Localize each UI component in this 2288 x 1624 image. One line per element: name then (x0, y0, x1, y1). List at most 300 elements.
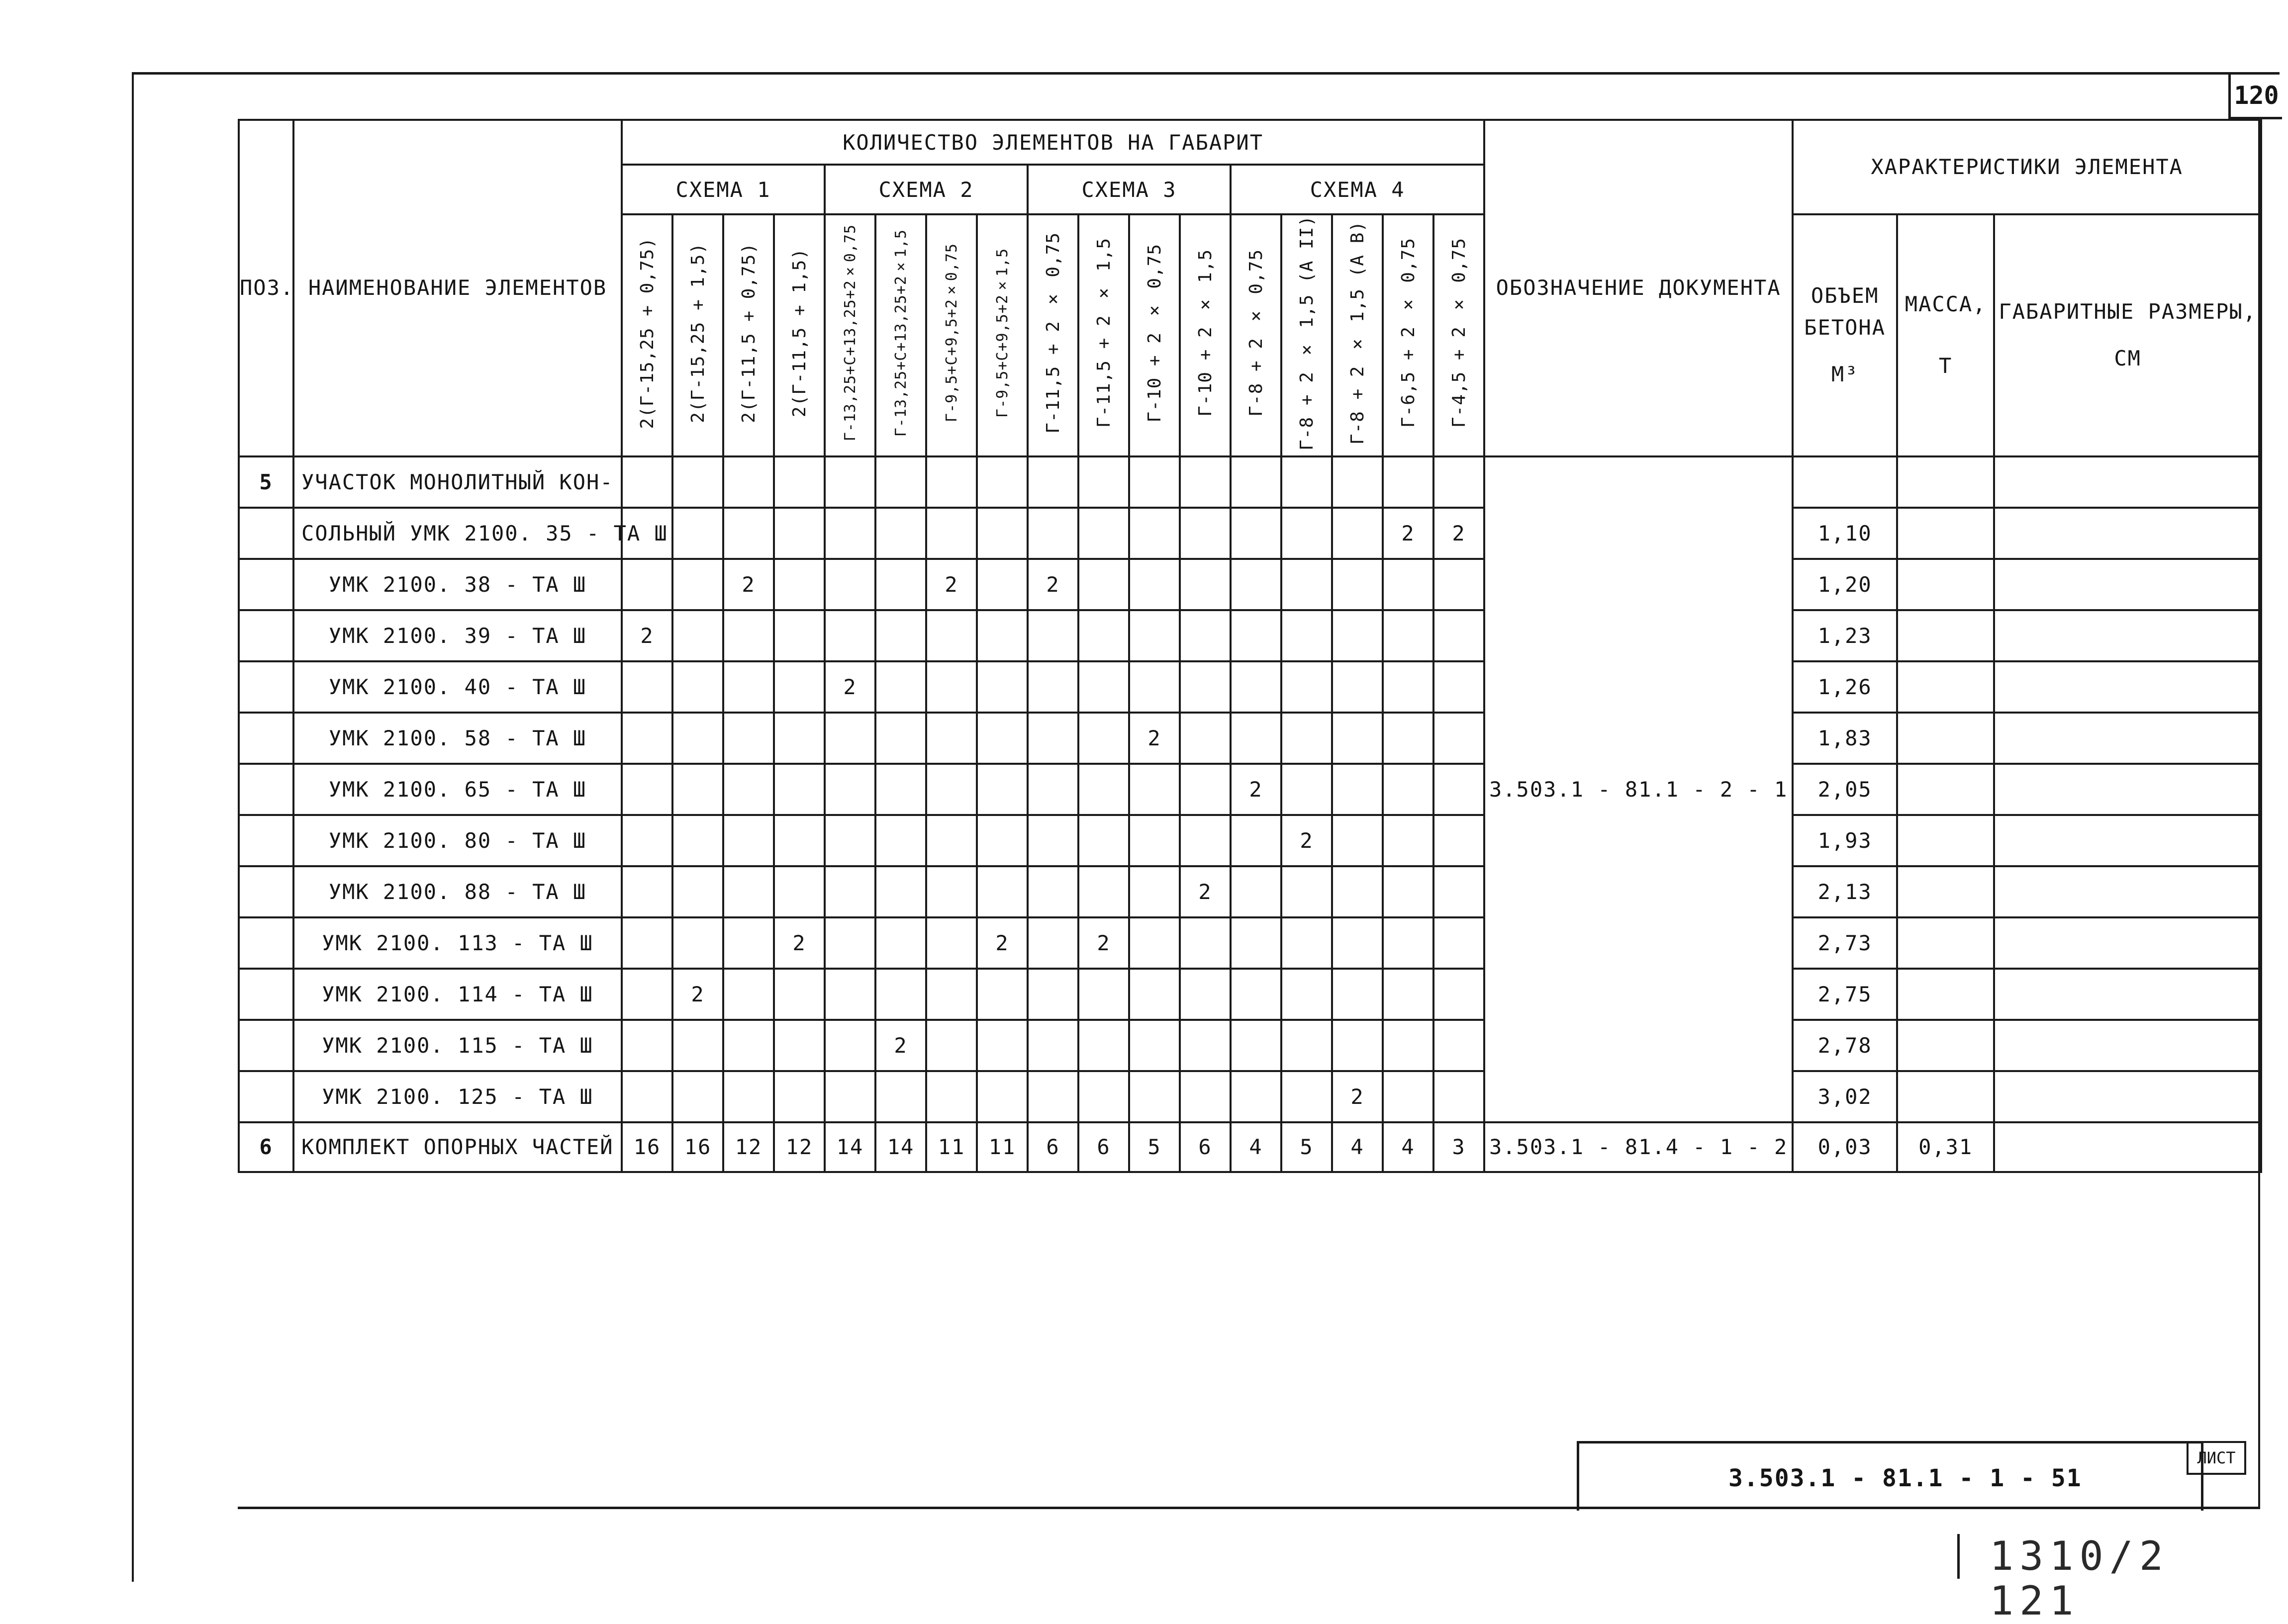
quantity-cell (875, 866, 926, 917)
quantity-cell (825, 456, 875, 508)
element-name: КОМПЛЕКТ ОПОРНЫХ ЧАСТЕЙ (293, 1122, 622, 1172)
dims-cell (1994, 1122, 2261, 1172)
quantity-cell (1433, 610, 1484, 661)
gabarit-header (622, 214, 672, 456)
table-row (239, 610, 2261, 661)
quantity-cell: 2 (825, 661, 875, 713)
quantity-cell (622, 1020, 672, 1071)
pos-cell (239, 1071, 293, 1122)
pos-cell (239, 508, 293, 559)
quantity-cell (1433, 713, 1484, 764)
quantity-cell (1180, 559, 1231, 610)
gabarit-label: Г-4,5 + 2 × 0,75 (1448, 238, 1469, 428)
gabarit-header (1180, 214, 1231, 456)
header-scheme-1: СХЕМА 1 (622, 165, 825, 214)
dims-label: ГАБАРИТНЫЕ РАЗМЕРЫ, (1999, 299, 2257, 324)
header-quantity: КОЛИЧЕСТВО ЭЛЕМЕНТОВ НА ГАБАРИТ (622, 120, 1484, 165)
quantity-cell (723, 456, 774, 508)
gabarit-header (1433, 214, 1484, 456)
mass-cell (1897, 1020, 1994, 1071)
quantity-cell (622, 456, 672, 508)
quantity-cell (1281, 456, 1332, 508)
quantity-cell (1078, 713, 1129, 764)
quantity-cell (774, 815, 825, 866)
quantity-cell: 4 (1332, 1122, 1383, 1172)
quantity-cell (1180, 1020, 1231, 1071)
gabarit-header (825, 214, 875, 456)
quantity-cell (1383, 1071, 1433, 1122)
quantity-cell (774, 1020, 825, 1071)
table-row (239, 713, 2261, 764)
gabarit-label: Г-8 + 2 × 1,5 (А В) (1347, 221, 1368, 445)
quantity-cell: 2 (875, 1020, 926, 1071)
quantity-cell: 11 (977, 1122, 1028, 1172)
volume-cell: 2,73 (1793, 917, 1897, 969)
quantity-cell (1433, 1071, 1484, 1122)
quantity-cell (1231, 917, 1281, 969)
quantity-cell (1129, 661, 1180, 713)
quantity-cell (672, 1020, 723, 1071)
element-name: УМК 2100. 114 - ТА Ш (293, 969, 622, 1020)
quantity-cell (1078, 456, 1129, 508)
quantity-cell (1281, 559, 1332, 610)
quantity-cell (1231, 559, 1281, 610)
frame-left-line (132, 72, 134, 1582)
mass-cell (1897, 1071, 1994, 1122)
quantity-cell (1028, 866, 1078, 917)
quantity-cell: 2 (622, 610, 672, 661)
title-block (1577, 1441, 2203, 1511)
dims-cell (1994, 559, 2261, 610)
quantity-cell (622, 917, 672, 969)
quantity-cell (622, 661, 672, 713)
quantity-cell (723, 764, 774, 815)
header-scheme-4: СХЕМА 4 (1231, 165, 1484, 214)
quantity-cell: 2 (1332, 1071, 1383, 1122)
element-name: УЧАСТОК МОНОЛИТНЫЙ КОН- (293, 456, 622, 508)
dims-cell (1994, 815, 2261, 866)
quantity-cell (1433, 917, 1484, 969)
quantity-cell (1383, 969, 1433, 1020)
mass-cell (1897, 456, 1994, 508)
header-dims (1994, 214, 2261, 456)
mass-cell (1897, 661, 1994, 713)
quantity-cell (1383, 661, 1433, 713)
quantity-cell (875, 713, 926, 764)
volume-cell: 0,03 (1793, 1122, 1897, 1172)
quantity-cell (977, 610, 1028, 661)
quantity-cell (723, 1020, 774, 1071)
quantity-cell (1281, 764, 1332, 815)
gabarit-label: 2(Г-15,25 + 0,75) (637, 237, 658, 429)
quantity-cell (672, 661, 723, 713)
volume-cell: 2,75 (1793, 969, 1897, 1020)
dims-cell (1994, 1020, 2261, 1071)
volume-label: ОБЪЕМ БЕТОНА (1804, 283, 1886, 340)
quantity-cell (825, 764, 875, 815)
volume-cell: 2,78 (1793, 1020, 1897, 1071)
element-name: УМК 2100. 115 - ТА Ш (293, 1020, 622, 1071)
quantity-cell: 6 (1078, 1122, 1129, 1172)
quantity-cell (875, 661, 926, 713)
quantity-cell (1129, 969, 1180, 1020)
dims-cell (1994, 917, 2261, 969)
quantity-cell: 2 (1180, 866, 1231, 917)
quantity-cell: 16 (622, 1122, 672, 1172)
quantity-cell (622, 866, 672, 917)
gabarit-label: Г-8 + 2 × 0,75 (1245, 249, 1266, 417)
quantity-cell (1028, 764, 1078, 815)
quantity-cell (977, 1071, 1028, 1122)
header-doc: ОБОЗНАЧЕНИЕ ДОКУМЕНТА (1484, 120, 1793, 456)
quantity-cell (1180, 764, 1231, 815)
quantity-cell (723, 610, 774, 661)
pos-cell (239, 764, 293, 815)
quantity-cell (1332, 815, 1383, 866)
quantity-cell (977, 456, 1028, 508)
quantity-cell (622, 815, 672, 866)
quantity-cell (977, 661, 1028, 713)
gabarit-label: 2(Г-11,5 + 1,5) (789, 248, 810, 418)
quantity-cell (1433, 764, 1484, 815)
quantity-cell: 2 (1433, 508, 1484, 559)
quantity-cell (622, 764, 672, 815)
quantity-cell (1078, 764, 1129, 815)
document-designation: 3.503.1 - 81.1 - 2 - 1 (1484, 456, 1793, 1122)
quantity-cell (977, 764, 1028, 815)
quantity-cell (1129, 764, 1180, 815)
quantity-cell (926, 713, 977, 764)
quantity-cell: 16 (672, 1122, 723, 1172)
mass-cell: 0,31 (1897, 1122, 1994, 1172)
quantity-cell (1028, 508, 1078, 559)
gabarit-label: Г-11,5 + 2 × 0,75 (1043, 232, 1063, 434)
dims-cell (1994, 713, 2261, 764)
quantity-cell (825, 713, 875, 764)
gabarit-label: Г-13,25+С+13,25+2×0,75 (841, 224, 859, 442)
quantity-cell (1332, 1020, 1383, 1071)
quantity-cell: 5 (1129, 1122, 1180, 1172)
quantity-cell (1281, 508, 1332, 559)
quantity-cell (1281, 866, 1332, 917)
frame-top-line (132, 72, 2280, 75)
quantity-cell (672, 866, 723, 917)
quantity-cell (723, 713, 774, 764)
quantity-cell: 6 (1028, 1122, 1078, 1172)
dims-cell (1994, 866, 2261, 917)
table-row (239, 866, 2261, 917)
quantity-cell (1383, 713, 1433, 764)
quantity-cell (723, 917, 774, 969)
gabarit-header (723, 214, 774, 456)
dims-cell (1994, 610, 2261, 661)
quantity-cell (926, 1020, 977, 1071)
mass-cell (1897, 610, 1994, 661)
quantity-cell (774, 866, 825, 917)
quantity-cell: 4 (1383, 1122, 1433, 1172)
quantity-cell (1028, 815, 1078, 866)
quantity-cell (1180, 661, 1231, 713)
pos-cell (239, 661, 293, 713)
dims-cell (1994, 508, 2261, 559)
quantity-cell (1231, 713, 1281, 764)
quantity-cell (1231, 1071, 1281, 1122)
quantity-cell (1332, 969, 1383, 1020)
quantity-cell (1180, 1071, 1231, 1122)
quantity-cell (1433, 661, 1484, 713)
quantity-cell (723, 508, 774, 559)
quantity-cell (1281, 1020, 1332, 1071)
quantity-cell (1281, 969, 1332, 1020)
table-row (239, 456, 2261, 508)
quantity-cell (774, 1071, 825, 1122)
quantity-cell: 2 (1281, 815, 1332, 866)
quantity-cell (1129, 610, 1180, 661)
quantity-cell (1383, 764, 1433, 815)
quantity-cell (723, 661, 774, 713)
gabarit-header (774, 214, 825, 456)
quantity-cell (926, 917, 977, 969)
quantity-cell (1332, 917, 1383, 969)
mass-cell (1897, 508, 1994, 559)
dims-cell (1994, 1071, 2261, 1122)
quantity-cell (774, 969, 825, 1020)
gabarit-header (875, 214, 926, 456)
quantity-cell (1028, 1071, 1078, 1122)
quantity-cell (1129, 508, 1180, 559)
quantity-cell (672, 764, 723, 815)
quantity-cell (1078, 1020, 1129, 1071)
table-row (239, 508, 2261, 559)
dims-unit: СМ (2114, 346, 2141, 371)
mass-cell (1897, 713, 1994, 764)
quantity-cell (926, 1071, 977, 1122)
quantity-cell (1231, 1020, 1281, 1071)
quantity-cell (1433, 559, 1484, 610)
table-row (239, 661, 2261, 713)
mass-cell (1897, 559, 1994, 610)
quantity-cell (1180, 917, 1231, 969)
quantity-cell (1180, 610, 1231, 661)
quantity-cell (875, 559, 926, 610)
quantity-cell: 2 (1078, 917, 1129, 969)
pos-cell (239, 713, 293, 764)
quantity-cell (1231, 815, 1281, 866)
quantity-cell (774, 610, 825, 661)
table-row (239, 1020, 2261, 1071)
quantity-cell (825, 508, 875, 559)
mass-label: МАССА, (1905, 292, 1987, 317)
quantity-cell (1332, 764, 1383, 815)
quantity-cell (1180, 815, 1231, 866)
quantity-cell (1332, 866, 1383, 917)
quantity-cell (1332, 610, 1383, 661)
gabarit-label: Г-8 + 2 × 1,5 (А II) (1296, 215, 1317, 451)
mass-cell (1897, 815, 1994, 866)
element-name: УМК 2100. 113 - ТА Ш (293, 917, 622, 969)
volume-cell: 1,83 (1793, 713, 1897, 764)
gabarit-header (1383, 214, 1433, 456)
quantity-cell (774, 764, 825, 815)
header-pos: ПОЗ. (239, 120, 293, 456)
pos-cell (239, 917, 293, 969)
quantity-cell (977, 559, 1028, 610)
quantity-cell (622, 559, 672, 610)
quantity-cell (1078, 1071, 1129, 1122)
document-code: 3.503.1 - 81.1 - 1 - 51 (1728, 1464, 2082, 1492)
element-name: УМК 2100. 65 - ТА Ш (293, 764, 622, 815)
volume-cell: 1,23 (1793, 610, 1897, 661)
gabarit-label: Г-9,5+С+9,5+2×0,75 (943, 243, 960, 423)
quantity-cell (622, 713, 672, 764)
quantity-cell (875, 917, 926, 969)
table-row (239, 969, 2261, 1020)
quantity-cell (1231, 456, 1281, 508)
pos-cell (239, 969, 293, 1020)
quantity-cell (672, 917, 723, 969)
quantity-cell (774, 713, 825, 764)
dims-cell (1994, 661, 2261, 713)
mass-unit: Т (1938, 354, 1953, 378)
quantity-cell (1129, 559, 1180, 610)
quantity-cell (774, 508, 825, 559)
quantity-cell (672, 815, 723, 866)
table-row (239, 1071, 2261, 1122)
document-designation: 3.503.1 - 81.4 - 1 - 2 (1484, 1122, 1793, 1172)
quantity-cell (1383, 456, 1433, 508)
element-name: СОЛЬНЫЙ УМК 2100. 35 - ТА Ш (293, 508, 622, 559)
quantity-cell (977, 1020, 1028, 1071)
quantity-cell (1433, 866, 1484, 917)
gabarit-header (672, 214, 723, 456)
quantity-cell (1281, 610, 1332, 661)
element-name: УМК 2100. 40 - ТА Ш (293, 661, 622, 713)
gabarit-header (926, 214, 977, 456)
quantity-cell (1028, 713, 1078, 764)
element-name: УМК 2100. 39 - ТА Ш (293, 610, 622, 661)
header-volume (1793, 214, 1897, 456)
quantity-cell (875, 456, 926, 508)
table-row (239, 815, 2261, 866)
quantity-cell (1129, 815, 1180, 866)
quantity-cell (1028, 456, 1078, 508)
pos-cell (239, 866, 293, 917)
mass-cell (1897, 764, 1994, 815)
pos-cell: 5 (239, 456, 293, 508)
quantity-cell: 5 (1281, 1122, 1332, 1172)
quantity-cell (1129, 917, 1180, 969)
gabarit-header (1231, 214, 1281, 456)
quantity-cell (723, 815, 774, 866)
quantity-cell (1332, 661, 1383, 713)
volume-cell: 1,10 (1793, 508, 1897, 559)
volume-unit: М³ (1831, 362, 1859, 387)
quantity-cell (622, 1071, 672, 1122)
header-characteristics: ХАРАКТЕРИСТИКИ ЭЛЕМЕНТА (1793, 120, 2261, 214)
quantity-cell (926, 456, 977, 508)
quantity-cell (1332, 713, 1383, 764)
quantity-cell: 14 (875, 1122, 926, 1172)
quantity-cell (723, 969, 774, 1020)
gabarit-header (977, 214, 1028, 456)
quantity-cell (1231, 661, 1281, 713)
quantity-cell (977, 815, 1028, 866)
table-row (239, 559, 2261, 610)
dims-cell (1994, 969, 2261, 1020)
quantity-cell (1332, 508, 1383, 559)
quantity-cell (1383, 815, 1433, 866)
quantity-cell (672, 1071, 723, 1122)
header-name: НАИМЕНОВАНИЕ ЭЛЕМЕНТОВ (293, 120, 622, 456)
quantity-cell (1433, 1020, 1484, 1071)
element-name: УМК 2100. 88 - ТА Ш (293, 866, 622, 917)
quantity-cell (1129, 1071, 1180, 1122)
gabarit-header (1028, 214, 1078, 456)
quantity-cell (672, 610, 723, 661)
volume-cell: 1,93 (1793, 815, 1897, 866)
archive-number: 1310/2 121 (1957, 1534, 2288, 1579)
quantity-cell (825, 969, 875, 1020)
quantity-cell (875, 610, 926, 661)
quantity-cell (723, 866, 774, 917)
quantity-cell: 2 (1028, 559, 1078, 610)
gabarit-label: 2(Г-15,25 + 1,5) (687, 243, 708, 423)
gabarit-header (1332, 214, 1383, 456)
dims-cell (1994, 764, 2261, 815)
quantity-cell (875, 764, 926, 815)
quantity-cell (1281, 917, 1332, 969)
gabarit-header (1281, 214, 1332, 456)
element-name: УМК 2100. 80 - ТА Ш (293, 815, 622, 866)
gabarit-label: Г-9,5+С+9,5+2×1,5 (993, 248, 1011, 418)
quantity-cell (774, 661, 825, 713)
quantity-cell: 2 (1383, 508, 1433, 559)
gabarit-label: Г-10 + 2 × 0,75 (1144, 243, 1165, 423)
header-mass (1897, 214, 1994, 456)
pos-cell (239, 610, 293, 661)
quantity-cell: 2 (1231, 764, 1281, 815)
mass-cell (1897, 866, 1994, 917)
pos-cell (239, 1020, 293, 1071)
quantity-cell (1231, 866, 1281, 917)
pos-cell: 6 (239, 1122, 293, 1172)
quantity-cell (926, 661, 977, 713)
header-scheme-2: СХЕМА 2 (825, 165, 1028, 214)
quantity-cell (926, 764, 977, 815)
quantity-cell (977, 866, 1028, 917)
quantity-cell (825, 866, 875, 917)
quantity-cell (926, 610, 977, 661)
quantity-cell (926, 815, 977, 866)
quantity-cell: 12 (774, 1122, 825, 1172)
quantity-cell: 4 (1231, 1122, 1281, 1172)
quantity-cell (875, 969, 926, 1020)
quantity-cell (1383, 1020, 1433, 1071)
quantity-cell (1332, 456, 1383, 508)
element-name: УМК 2100. 38 - ТА Ш (293, 559, 622, 610)
quantity-cell (926, 866, 977, 917)
table-row (239, 1122, 2261, 1172)
quantity-cell (1231, 969, 1281, 1020)
quantity-cell (1281, 661, 1332, 713)
quantity-cell (1180, 508, 1231, 559)
pos-cell (239, 559, 293, 610)
quantity-cell (825, 610, 875, 661)
quantity-cell (1281, 1071, 1332, 1122)
quantity-cell: 2 (977, 917, 1028, 969)
pos-cell (239, 815, 293, 866)
quantity-cell (1383, 610, 1433, 661)
